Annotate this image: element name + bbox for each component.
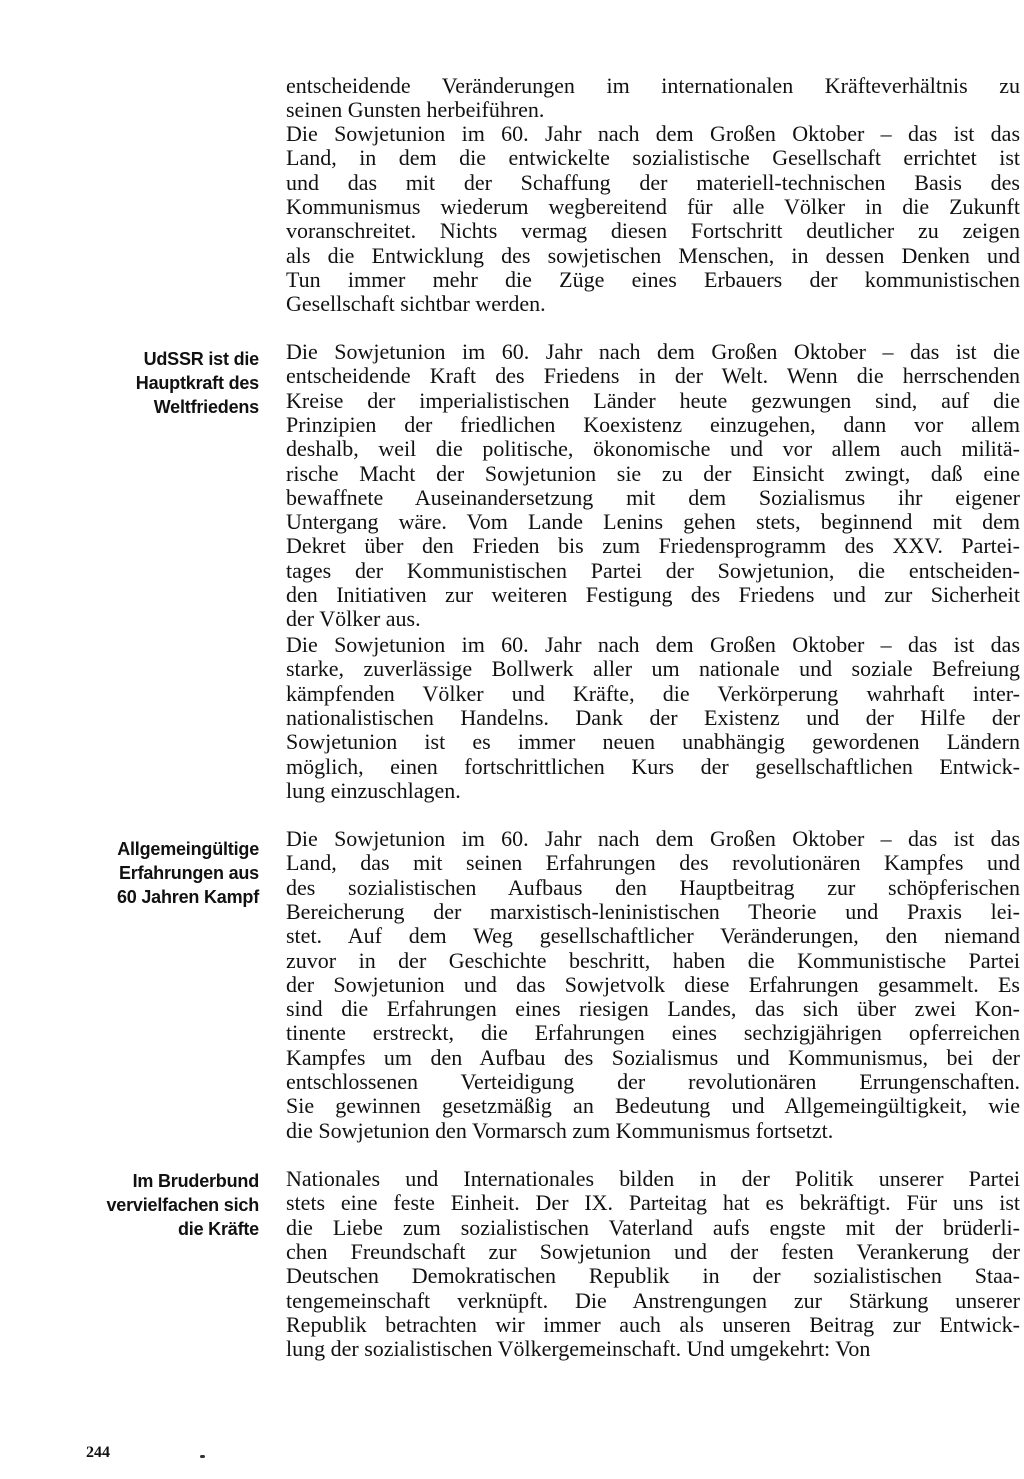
paragraph-line: Nationales und Internationales bilden in der Politik unserer Partei	[286, 1167, 1020, 1191]
paragraph-line: Sie gewinnen gesetzmäßig an Bedeutung und Allgemeingültigkeit, wie	[286, 1094, 1020, 1119]
paragraph-line: kämpfenden Völker und Kräfte, die Verkörperung wahrhaft inter-	[286, 681, 1020, 706]
paragraph-line: entscheidende Kraft des Friedens in der Welt. Wenn die herrschenden	[286, 364, 1020, 389]
paragraph-line: Dekret über den Frieden bis zum Friedensprogramm des XXV. Partei-	[286, 534, 1020, 559]
paragraph-line: Prinzipien der friedlichen Koexistenz einzugehen, dann vor allem	[286, 412, 1020, 437]
paragraph-line: lung einzuschlagen.	[286, 778, 461, 803]
margin-note	[59, 347, 259, 419]
paragraph-line: Land, das mit seinen Erfahrungen des revolutionären Kampfes und	[286, 851, 1020, 876]
margin-note-line: Allgemeingültige	[117, 839, 259, 859]
margin-note-line: Weltfriedens	[153, 397, 259, 417]
paragraph-line: entschlossenen Verteidigung der revolutionären Errungenschaften.	[286, 1070, 1020, 1094]
paragraph-line: des sozialistischen Aufbaus den Hauptbeitrag zur schöpferischen	[286, 875, 1020, 900]
paragraph-line: nationalistischen Handelns. Dank der Existenz und der Hilfe der	[286, 705, 1020, 730]
paragraph-line: die Liebe zum sozialistischen Vaterland aufs engste mit der brüderli-	[286, 1215, 1020, 1240]
margin-note-line: die Kräfte	[177, 1219, 259, 1239]
paragraph-line: Tun immer mehr die Züge eines Erbauers der kommunistischen	[286, 267, 1020, 292]
paragraph-line: Land, in dem die entwickelte sozialistische Gesellschaft errichtet ist	[286, 146, 1020, 171]
margin-note-line: UdSSR ist die	[143, 349, 259, 369]
paragraph-line: tages der Kommunistischen Partei der Sowjetunion, die entscheiden-	[286, 558, 1020, 583]
paragraph-line: bewaffnete Auseinandersetzung mit dem Sozialismus ihr eigener	[286, 485, 1020, 510]
paragraph-line: starke, zuverlässige Bollwerk aller um nationale und soziale Befreiung	[286, 657, 1020, 682]
paragraph-line: voranschreitet. Nichts vermag diesen Fortschritt deutlicher zu zeigen	[286, 219, 1020, 244]
paragraph-line: zuvor in der Geschichte beschritt, haben die Kommunistische Partei	[286, 948, 1020, 973]
paragraph-line: tinente erstreckt, die Erfahrungen eines sechzigjährigen opferreichen	[286, 1021, 1020, 1046]
page-number: 244	[86, 1444, 110, 1461]
paragraph-line: Sowjetunion ist es immer neuen unabhängig gewordenen Ländern	[286, 730, 1020, 755]
paragraph-line: rische Macht der Sowjetunion sie zu der Einsicht zwingt, daß eine	[286, 461, 1020, 486]
paragraph-line: den Initiativen zur weiteren Festigung des Friedens und zur Sicherheit	[286, 583, 1020, 607]
paragraph-line: Deutschen Demokratischen Republik in der sozialistischen Staa-	[286, 1264, 1020, 1289]
margin-note-line: Im Bruderbund	[132, 1171, 259, 1191]
ink-speck	[200, 1455, 205, 1458]
paragraph-line: die Sowjetunion den Vormarsch zum Kommunismus fortsetzt.	[286, 1118, 834, 1143]
paragraph-line: der Sowjetunion und das Sowjetvolk diese Erfahrungen gesammelt. Es	[286, 972, 1020, 997]
paragraph-line: und das mit der Schaffung der materiell-technischen Basis des	[286, 170, 1020, 195]
paragraph-line: Die Sowjetunion im 60. Jahr nach dem Großen Oktober – das ist das	[286, 633, 1020, 657]
margin-note	[59, 1169, 259, 1241]
paragraph-line: Gesellschaft sichtbar werden.	[286, 292, 546, 317]
paragraph-line: tengemeinschaft verknüpft. Die Anstrengungen zur Stärkung unserer	[286, 1288, 1020, 1313]
paragraph-line: Bereicherung der marxistisch-leninistischen Theorie und Praxis lei-	[286, 899, 1020, 924]
paragraph-line: Republik betrachten wir immer auch als unseren Beitrag zur Entwick-	[286, 1312, 1020, 1337]
paragraph-line: stet. Auf dem Weg gesellschaftlicher Veränderungen, den niemand	[286, 924, 1020, 949]
paragraph-line: lung der sozialistischen Völkergemeinschaft. Und umgekehrt: Von	[286, 1337, 871, 1362]
paragraph-line: Kommunismus wiederum wegbereitend für alle Völker in die Zukunft	[286, 194, 1020, 219]
paragraph-line: stets eine feste Einheit. Der IX. Parteitag hat es bekräftigt. Für uns ist	[286, 1191, 1020, 1216]
paragraph-line: entscheidende Veränderungen im internationalen Kräfteverhältnis zu	[286, 74, 1020, 98]
margin-note	[59, 837, 259, 909]
paragraph-line: der Völker aus.	[286, 607, 421, 632]
paragraph-line: Die Sowjetunion im 60. Jahr nach dem Großen Oktober – das ist das	[286, 122, 1020, 146]
margin-note-line: vervielfachen sich	[106, 1195, 259, 1215]
paragraph-line: Die Sowjetunion im 60. Jahr nach dem Großen Oktober – das ist das	[286, 827, 1020, 851]
paragraph-line: Die Sowjetunion im 60. Jahr nach dem Großen Oktober – das ist die	[286, 340, 1020, 364]
paragraph-line: sind die Erfahrungen eines riesigen Landes, das sich über zwei Kon-	[286, 997, 1020, 1022]
paragraph-line: möglich, einen fortschrittlichen Kurs der gesellschaftlichen Entwick-	[286, 754, 1020, 779]
paragraph-line: Untergang wäre. Vom Lande Lenins gehen stets, beginnend mit dem	[286, 510, 1020, 535]
paragraph-line: als die Entwicklung des sowjetischen Menschen, in dessen Denken und	[286, 243, 1020, 268]
paragraph-line: deshalb, weil die politische, ökonomische und vor allem auch militä-	[286, 437, 1020, 462]
paragraph-line: Kreise der imperialistischen Länder heute gezwungen sind, auf die	[286, 388, 1020, 413]
margin-note-line: Hauptkraft des	[135, 373, 259, 393]
paragraph-line: Kampfes um den Aufbau des Sozialismus und Kommunismus, bei der	[286, 1045, 1020, 1070]
margin-note-line: 60 Jahren Kampf	[116, 887, 259, 907]
paragraph-line: seinen Gunsten herbeiführen.	[286, 98, 545, 123]
paragraph-line: chen Freundschaft zur Sowjetunion und der festen Verankerung der	[286, 1239, 1020, 1264]
margin-note-line: Erfahrungen aus	[118, 863, 259, 883]
